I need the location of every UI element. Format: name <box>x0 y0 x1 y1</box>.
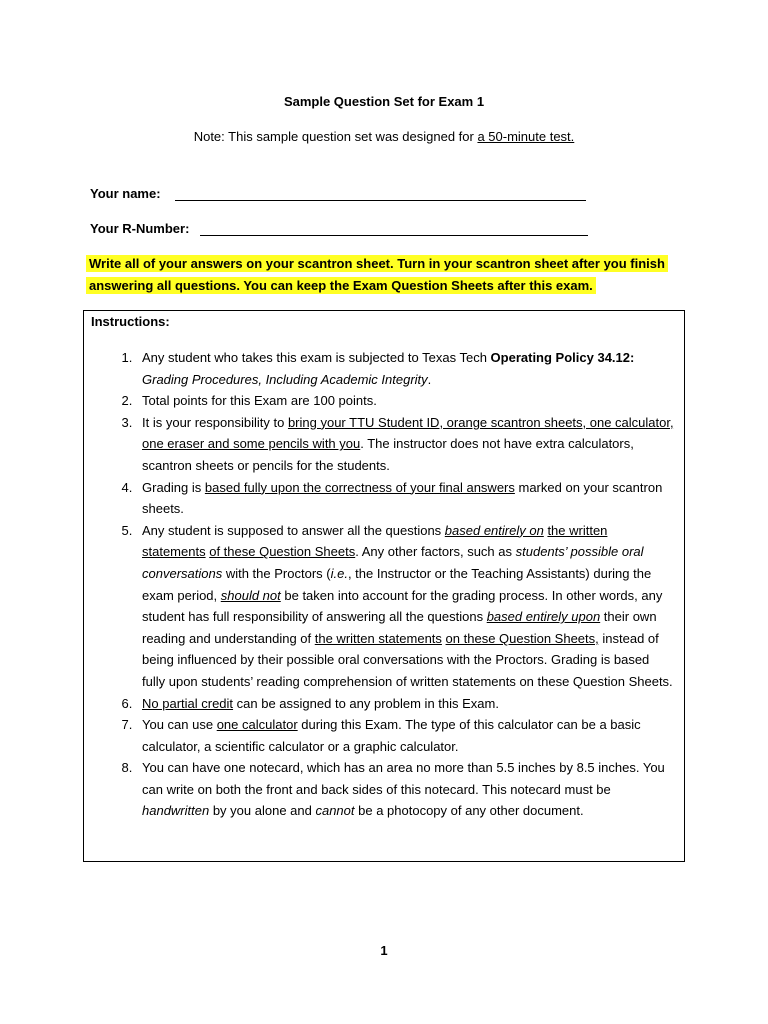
instruction-item-5: 5. Any student is supposed to answer all the questions based entirely on the written statements of these Question Sheets. Any other factors, such as students’ possible oral conversations with the Proctors (i.e., the Instructor or the Teaching Assistants) during the exam period, should not be taken into account for the grading process. In other words, any student has full responsibility of answering all the questions based entirely upon their own reading and understanding of the written statements on these Question Sheets, instead of being influenced by their possible oral conversations with the Proctors. Grading is based fully upon students’ reading comprehension of written statements on these Question Sheets. <box>136 520 674 693</box>
document-title: Sample Question Set for Exam 1 <box>283 94 485 109</box>
instruction-item-4: 4. Grading is based fully upon the correctness of your final answers marked on your scantron sheets. <box>136 477 674 520</box>
instructions-box <box>83 310 685 862</box>
notice-line-2: answering all questions. You can keep the Exam Question Sheets after this exam. <box>86 277 596 294</box>
instructions-list <box>84 347 674 822</box>
rnumber-blank-line <box>200 235 588 236</box>
instruction-item-2: 2. Total points for this Exam are 100 points. <box>136 390 674 412</box>
instruction-item-6: 6. No partial credit can be assigned to any problem in this Exam. <box>136 693 674 715</box>
instructions-heading: Instructions: <box>91 314 170 329</box>
notice-line-1: Write all of your answers on your scantron sheet. Turn in your scantron sheet after you finish <box>86 255 668 272</box>
instruction-item-1: 1. Any student who takes this exam is subjected to Texas Tech Operating Policy 34.12: Grading Procedures, Including Academic Integrity. <box>136 347 674 390</box>
test-duration-note <box>0 129 768 144</box>
instruction-item-8: 8. You can have one notecard, which has an area no more than 5.5 inches by 8.5 inches. You can write on both the front and back sides of this notecard. This notecard must be handwritten by you alone and cannot be a photocopy of any other document. <box>136 757 674 822</box>
answer-instructions-notice <box>86 253 680 296</box>
name-field <box>90 186 161 201</box>
rnumber-field <box>90 221 189 236</box>
instruction-item-3: 3. It is your responsibility to bring your TTU Student ID, orange scantron sheets, one calculator, one eraser and some pencils with you. The instructor does not have extra calculators, scantron sheets or pencils for the students. <box>136 412 674 477</box>
rnumber-label: Your R-Number: <box>90 221 190 236</box>
note-duration: a 50-minute test. <box>477 129 575 144</box>
name-label: Your name: <box>90 186 161 201</box>
name-blank-line <box>175 200 586 201</box>
page-number: 1 <box>380 943 388 958</box>
note-prefix: Note: This sample question set was designed for <box>193 129 478 144</box>
instruction-item-7: 7. You can use one calculator during this Exam. The type of this calculator can be a basic calculator, a scientific calculator or a graphic calculator. <box>136 714 674 757</box>
